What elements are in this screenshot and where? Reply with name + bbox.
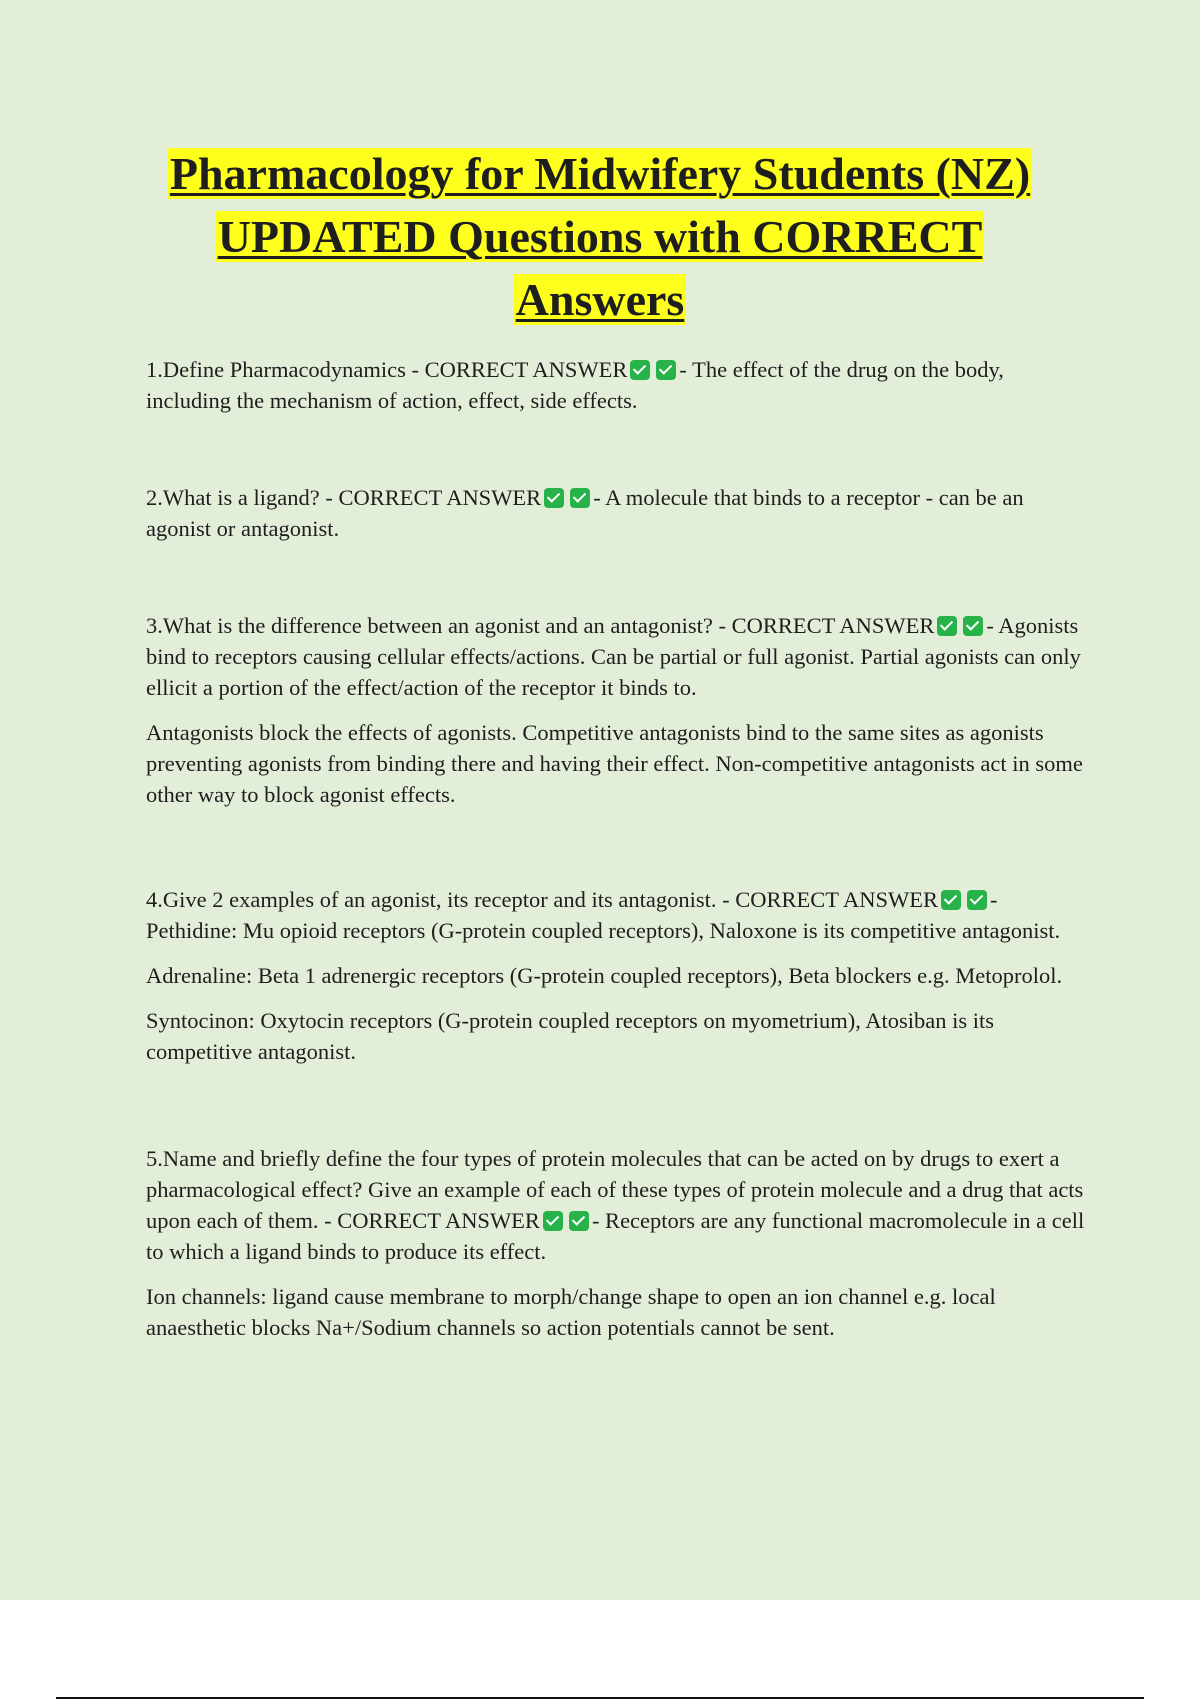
qa-paragraph xyxy=(146,482,1091,544)
answer-text: - Pethidine: Mu opioid receptors (G-protein coupled receptors), Naloxone is its competitive antagonist. xyxy=(146,887,1061,943)
question-text: 5.Name and briefly define the four types of protein molecules that can be acted on by drugs to exert a pharmacological effect? Give an example of each of these types of protein molecule and a drug that acts upon each of them. xyxy=(146,1146,1084,1233)
answer-text: - Receptors are any functional macromolecule in a cell to which a ligand binds to produce its effect. xyxy=(146,1208,1085,1264)
check-box-icon xyxy=(570,488,590,508)
qa-item-4 xyxy=(146,884,1091,1067)
answer-paragraph: Ion channels: ligand cause membrane to morph/change shape to open an ion channel e.g. local anaesthetic blocks Na+/Sodium channels so action potentials cannot be sent. xyxy=(146,1284,996,1340)
question-text: 2.What is a ligand? xyxy=(146,485,320,510)
answer-marker: - CORRECT ANSWER xyxy=(411,357,628,382)
answer-paragraph: Syntocinon: Oxytocin receptors (G-protein coupled receptors on myometrium), Atosiban is its competitive antagonist. xyxy=(146,1008,994,1064)
title-line-1: Pharmacology for Midwifery Students (NZ) xyxy=(169,148,1031,199)
qa-paragraph xyxy=(146,354,1091,416)
qa-item-3 xyxy=(146,610,1091,810)
qa-item-1 xyxy=(146,354,1091,416)
footer-divider xyxy=(56,1697,1144,1699)
answer-marker: - CORRECT ANSWER xyxy=(324,1208,540,1233)
answer-marker: - CORRECT ANSWER xyxy=(325,485,542,510)
document-title xyxy=(100,142,1100,331)
qa-paragraph xyxy=(146,610,1091,703)
check-box-icon xyxy=(963,616,983,636)
check-box-icon xyxy=(656,360,676,380)
check-box-icon xyxy=(569,1211,589,1231)
check-box-icon xyxy=(630,360,650,380)
answer-paragraph: Adrenaline: Beta 1 adrenergic receptors (G-protein coupled receptors), Beta blockers e.g. Metoprolol. xyxy=(146,963,1063,988)
question-text: 1.Define Pharmacodynamics xyxy=(146,357,406,382)
answer-paragraph: Antagonists block the effects of agonists. Competitive antagonists bind to the same sites as agonists preventing agonists from binding there and having their effect. Non-competitive antagonists act in some other way to block agonist effects. xyxy=(146,720,1083,807)
qa-list xyxy=(146,354,1091,1343)
answer-marker: - CORRECT ANSWER xyxy=(722,887,938,912)
check-box-icon xyxy=(544,488,564,508)
title-line-3: Answers xyxy=(515,274,685,325)
check-box-icon xyxy=(543,1211,563,1231)
answer-text: - A molecule that binds to a receptor - can be an agonist or antagonist. xyxy=(146,485,1024,541)
answer-text: - Agonists bind to receptors causing cellular effects/actions. Can be partial or full agonist. Partial agonists can only ellicit a portion of the effect/action of the receptor it binds to. xyxy=(146,613,1081,700)
check-box-icon xyxy=(941,890,961,910)
question-text: 3.What is the difference between an agonist and an antagonist? xyxy=(146,613,713,638)
answer-text: - The effect of the drug on the body, including the mechanism of action, effect, side effects. xyxy=(146,357,1004,413)
title-line-2: UPDATED Questions with CORRECT xyxy=(217,211,983,262)
qa-item-2 xyxy=(146,482,1091,544)
check-box-icon xyxy=(937,616,957,636)
check-box-icon xyxy=(967,890,987,910)
answer-marker: - CORRECT ANSWER xyxy=(718,613,935,638)
qa-paragraph xyxy=(146,1143,1091,1267)
qa-item-5 xyxy=(146,1143,1091,1343)
qa-paragraph xyxy=(146,884,1091,946)
question-text: 4.Give 2 examples of an agonist, its receptor and its antagonist. xyxy=(146,887,717,912)
